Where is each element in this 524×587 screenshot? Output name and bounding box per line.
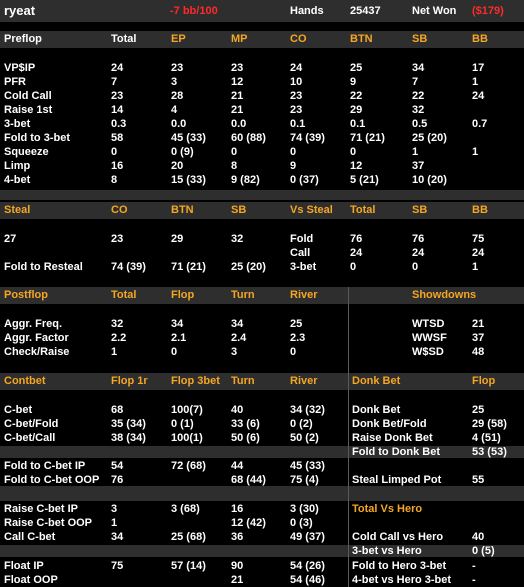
- preflop-cell: 10: [290, 76, 303, 88]
- contbet-row-label: Float OOP: [4, 574, 58, 586]
- preflop-col-co: CO: [290, 33, 307, 45]
- preflop-cell: 29: [350, 104, 363, 116]
- vs-steal-cell: 0: [350, 261, 357, 273]
- postflop-cell: 0: [290, 346, 297, 358]
- contbet-cell: 100(1): [171, 432, 203, 444]
- preflop-cell: 71 (21): [350, 132, 385, 144]
- preflop-cell: 0.1: [290, 118, 306, 130]
- preflop-cell: 0.0: [231, 118, 247, 130]
- contbet-col-river: River: [290, 375, 318, 387]
- contbet-cell: 34: [111, 531, 124, 543]
- preflop-cell: 17: [472, 62, 485, 74]
- contbet-row-label: Call C-bet: [4, 531, 56, 543]
- contbet-cell: 3 (68): [171, 503, 200, 515]
- netwon-label: Net Won: [412, 5, 457, 17]
- contbet-row-label: Raise C-bet IP: [4, 503, 78, 515]
- preflop-cell: 0: [290, 146, 297, 158]
- showdown-value: 48: [472, 346, 485, 358]
- preflop-cell: 8: [231, 160, 238, 172]
- contbet-cell: 1: [111, 517, 118, 529]
- contbet-cell: 3 (30): [290, 503, 319, 515]
- steal-title: Steal: [4, 204, 31, 216]
- showdown-value: 21: [472, 318, 485, 330]
- contbet-row-label: C-bet/Fold: [4, 418, 59, 430]
- preflop-row-label: PFR: [4, 76, 26, 88]
- steal-value: 27: [4, 233, 17, 245]
- donkbet-row-label: Donk Bet: [352, 404, 401, 416]
- preflop-cell: 0: [231, 146, 238, 158]
- steal-col-btn: BTN: [171, 204, 194, 216]
- preflop-cell: 74 (39): [290, 132, 325, 144]
- preflop-cell: 1: [472, 146, 479, 158]
- contbet-cell: 72 (68): [171, 460, 206, 472]
- vs-steal-cell: 0: [412, 261, 419, 273]
- contbet-row-label: Raise C-bet OOP: [4, 517, 93, 529]
- spacer-band: [0, 190, 524, 200]
- contbet-cell: 40: [231, 404, 244, 416]
- spacer-band: [0, 446, 524, 458]
- preflop-cell: 0.7: [472, 118, 488, 130]
- showdown-value: 37: [472, 332, 485, 344]
- contbet-cell: 21: [231, 574, 244, 586]
- contbet-cell: 38 (34): [111, 432, 146, 444]
- contbet-row-label: Float IP: [4, 560, 44, 572]
- preflop-cell: 0.0: [171, 118, 187, 130]
- postflop-title: Postflop: [4, 289, 48, 301]
- preflop-cell: 0 (9): [171, 146, 194, 158]
- contbet-cell: 12 (42): [231, 517, 266, 529]
- preflop-cell: 0.1: [350, 118, 366, 130]
- header-band-contbet: [0, 373, 524, 390]
- preflop-cell: 60 (88): [231, 132, 266, 144]
- preflop-cell: 24: [472, 90, 485, 102]
- postflop-cell: 32: [111, 318, 124, 330]
- contbet-row-label: C-bet: [4, 404, 33, 416]
- postflop-cell: 0: [171, 346, 178, 358]
- vs-steal-col-sb: SB: [412, 204, 428, 216]
- preflop-cell: 8: [111, 174, 118, 186]
- preflop-col-sb: SB: [412, 33, 428, 45]
- showdown-label: W$SD: [412, 346, 444, 358]
- contbet-col-flop-1r: Flop 1r: [111, 375, 148, 387]
- contbet-cell: 68 (44): [231, 474, 266, 486]
- contbet-cell: 90: [231, 560, 244, 572]
- postflop-cell: 1: [111, 346, 118, 358]
- preflop-title: Preflop: [4, 33, 42, 45]
- fold-to-resteal-btn: 71 (21): [171, 261, 206, 273]
- preflop-row-label: VP$IP: [4, 62, 36, 74]
- preflop-col-ep: EP: [171, 33, 186, 45]
- preflop-cell: 5 (21): [350, 174, 379, 186]
- vs-steal-cell: 76: [412, 233, 425, 245]
- preflop-cell: 9 (82): [231, 174, 260, 186]
- postflop-cell: 25: [290, 318, 303, 330]
- spacer-band: [0, 486, 524, 501]
- preflop-col-btn: BTN: [350, 33, 373, 45]
- preflop-cell: 23: [290, 90, 303, 102]
- vs-steal-cell: 24: [350, 247, 363, 259]
- player-name: ryeat: [4, 3, 36, 18]
- contbet-cell: 49 (37): [290, 531, 325, 543]
- donkbet-row-label: Donk Bet/Fold: [352, 418, 427, 430]
- contbet-cell: 50 (6): [231, 432, 260, 444]
- preflop-cell: 23: [111, 90, 124, 102]
- preflop-cell: 25 (20): [412, 132, 447, 144]
- vs-hero-title: Total Vs Hero: [352, 503, 423, 515]
- contbet-cell: 76: [111, 474, 124, 486]
- preflop-cell: 25: [350, 62, 363, 74]
- preflop-cell: 34: [412, 62, 425, 74]
- donkbet-cell: 25: [472, 404, 485, 416]
- contbet-cell: 35 (34): [111, 418, 146, 430]
- contbet-cell: 3: [111, 503, 118, 515]
- preflop-col-mp: MP: [231, 33, 248, 45]
- preflop-cell: 9: [290, 160, 297, 172]
- contbet-cell: 57 (14): [171, 560, 206, 572]
- vs-hero-row-label: Fold to Hero 3-bet: [352, 560, 447, 572]
- vs-steal-cell: 75: [472, 233, 485, 245]
- postflop-col-turn: Turn: [231, 289, 255, 301]
- preflop-cell: 1: [412, 146, 419, 158]
- preflop-cell: 12: [231, 76, 244, 88]
- preflop-row-label: 3-bet: [4, 118, 31, 130]
- showdown-label: WWSF: [412, 332, 447, 344]
- preflop-cell: 14: [111, 104, 124, 116]
- contbet-cell: 34 (32): [290, 404, 325, 416]
- vs-steal-cell: 24: [472, 247, 485, 259]
- preflop-cell: 9: [350, 76, 357, 88]
- vs-hero-cell: 40: [472, 531, 485, 543]
- donkbet-cell: 29 (58): [472, 418, 507, 430]
- contbet-cell: 16: [231, 503, 244, 515]
- spacer-band: [0, 545, 524, 557]
- preflop-cell: 12: [350, 160, 363, 172]
- preflop-cell: 24: [111, 62, 124, 74]
- preflop-cell: 21: [231, 90, 244, 102]
- contbet-cell: 100(7): [171, 404, 203, 416]
- vs-steal-row-label: Call: [290, 247, 311, 259]
- preflop-cell: 22: [412, 90, 425, 102]
- vs-steal-row-label: 3-bet: [290, 261, 317, 273]
- preflop-cell: 22: [350, 90, 363, 102]
- fold-to-resteal-sb: 25 (20): [231, 261, 266, 273]
- preflop-row-label: Cold Call: [4, 90, 52, 102]
- preflop-col-bb: BB: [472, 33, 488, 45]
- preflop-cell: 37: [412, 160, 425, 172]
- preflop-row-label: Limp: [4, 160, 31, 172]
- preflop-cell: 1: [472, 76, 479, 88]
- contbet-cell: 75: [111, 560, 124, 572]
- preflop-cell: 45 (33): [171, 132, 206, 144]
- postflop-row-label: Aggr. Factor: [4, 332, 69, 344]
- donkbet-title: Donk Bet: [352, 375, 401, 387]
- column-divider: [348, 287, 349, 587]
- preflop-cell: 4: [171, 104, 178, 116]
- postflop-cell: 2.3: [290, 332, 306, 344]
- donkbet-cell: 4 (51): [472, 432, 501, 444]
- postflop-cell: 34: [231, 318, 244, 330]
- steal-btn: 29: [171, 233, 184, 245]
- preflop-cell: 7: [412, 76, 419, 88]
- preflop-cell: 23: [290, 104, 303, 116]
- preflop-cell: 10 (20): [412, 174, 447, 186]
- donkbet-col-flop: Flop: [472, 375, 496, 387]
- preflop-cell: 58: [111, 132, 124, 144]
- preflop-row-label: Raise 1st: [4, 104, 53, 116]
- preflop-row-label: Squeeze: [4, 146, 49, 158]
- preflop-cell: 23: [231, 62, 244, 74]
- postflop-col-river: River: [290, 289, 318, 301]
- contbet-cell: 45 (33): [290, 460, 325, 472]
- postflop-cell: 2.1: [171, 332, 187, 344]
- showdown-label: WTSD: [412, 318, 445, 330]
- postflop-cell: 2.2: [111, 332, 127, 344]
- contbet-col-flop-3bet: Flop 3bet: [171, 375, 220, 387]
- preflop-cell: 32: [412, 104, 425, 116]
- header-band-preflop: [0, 31, 524, 48]
- contbet-cell: 0 (3): [290, 517, 313, 529]
- donkbet-cell: 53 (53): [472, 446, 507, 458]
- postflop-col-total: Total: [111, 289, 137, 301]
- preflop-col-total: Total: [111, 33, 137, 45]
- contbet-cell: 25 (68): [171, 531, 206, 543]
- steal-limped-value: 55: [472, 474, 485, 486]
- preflop-row-label: 4-bet: [4, 174, 31, 186]
- vs-hero-row-label: 4-bet vs Hero 3-bet: [352, 574, 452, 586]
- preflop-cell: 21: [231, 104, 244, 116]
- vs-steal-row-label: Fold: [290, 233, 314, 245]
- contbet-cell: 68: [111, 404, 124, 416]
- steal-co: 23: [111, 233, 124, 245]
- steal-sb: 32: [231, 233, 244, 245]
- preflop-cell: 20: [171, 160, 184, 172]
- postflop-cell: 34: [171, 318, 184, 330]
- preflop-cell: 28: [171, 90, 184, 102]
- contbet-cell: 44: [231, 460, 244, 472]
- contbet-cell: 54: [111, 460, 124, 472]
- donkbet-row-label: Fold to Donk Bet: [352, 446, 440, 458]
- preflop-cell: 0.3: [111, 118, 127, 130]
- steal-col-co: CO: [111, 204, 128, 216]
- preflop-cell: 15 (33): [171, 174, 206, 186]
- hands-value: 25437: [350, 5, 381, 17]
- contbet-cell: 54 (46): [290, 574, 325, 586]
- contbet-cell: 33 (6): [231, 418, 260, 430]
- contbet-row-label: C-bet/Call: [4, 432, 56, 444]
- vs-hero-row-label: 3-bet vs Hero: [352, 545, 422, 557]
- preflop-cell: 7: [111, 76, 118, 88]
- header-band-steal: [0, 202, 524, 219]
- contbet-title: Contbet: [4, 375, 46, 387]
- vs-hero-cell: -: [472, 560, 476, 572]
- postflop-row-label: Aggr. Freq.: [4, 318, 63, 330]
- contbet-cell: 54 (26): [290, 560, 325, 572]
- contbet-cell: 50 (2): [290, 432, 319, 444]
- postflop-col-flop: Flop: [171, 289, 195, 301]
- preflop-row-label: Fold to 3-bet: [4, 132, 70, 144]
- winrate-value: -7 bb/100: [170, 5, 218, 17]
- preflop-cell: 24: [290, 62, 303, 74]
- postflop-row-label: Check/Raise: [4, 346, 70, 358]
- vs-steal-cell: 76: [350, 233, 363, 245]
- netwon-value: ($179): [472, 5, 504, 17]
- fold-to-resteal-co: 74 (39): [111, 261, 146, 273]
- vs-steal-title: Vs Steal: [290, 204, 333, 216]
- preflop-cell: 23: [171, 62, 184, 74]
- postflop-cell: 3: [231, 346, 238, 358]
- donkbet-row-label: Raise Donk Bet: [352, 432, 433, 444]
- postflop-cell: 2.4: [231, 332, 247, 344]
- contbet-cell: 0 (1): [171, 418, 194, 430]
- contbet-cell: 75 (4): [290, 474, 319, 486]
- vs-hero-cell: -: [472, 574, 476, 586]
- preflop-cell: 3: [171, 76, 178, 88]
- preflop-cell: 0: [350, 146, 357, 158]
- contbet-row-label: Fold to C-bet IP: [4, 460, 86, 472]
- vs-hero-row-label: Cold Call vs Hero: [352, 531, 444, 543]
- contbet-col-turn: Turn: [231, 375, 255, 387]
- vs-hero-cell: 0 (5): [472, 545, 495, 557]
- vs-steal-col-bb: BB: [472, 204, 488, 216]
- showdowns-title: Showdowns: [412, 289, 477, 301]
- hands-label: Hands: [290, 5, 324, 17]
- contbet-row-label: Fold to C-bet OOP: [4, 474, 100, 486]
- preflop-cell: 16: [111, 160, 124, 172]
- steal-limped-label: Steal Limped Pot: [352, 474, 442, 486]
- preflop-cell: 0: [111, 146, 118, 158]
- preflop-cell: 0 (37): [290, 174, 319, 186]
- vs-steal-cell: 24: [412, 247, 425, 259]
- preflop-cell: 0.5: [412, 118, 428, 130]
- contbet-cell: 0 (2): [290, 418, 313, 430]
- steal-col-sb: SB: [231, 204, 247, 216]
- fold-to-resteal-label: Fold to Resteal: [4, 261, 83, 273]
- vs-steal-col-total: Total: [350, 204, 376, 216]
- contbet-cell: 36: [231, 531, 244, 543]
- vs-steal-cell: 1: [472, 261, 479, 273]
